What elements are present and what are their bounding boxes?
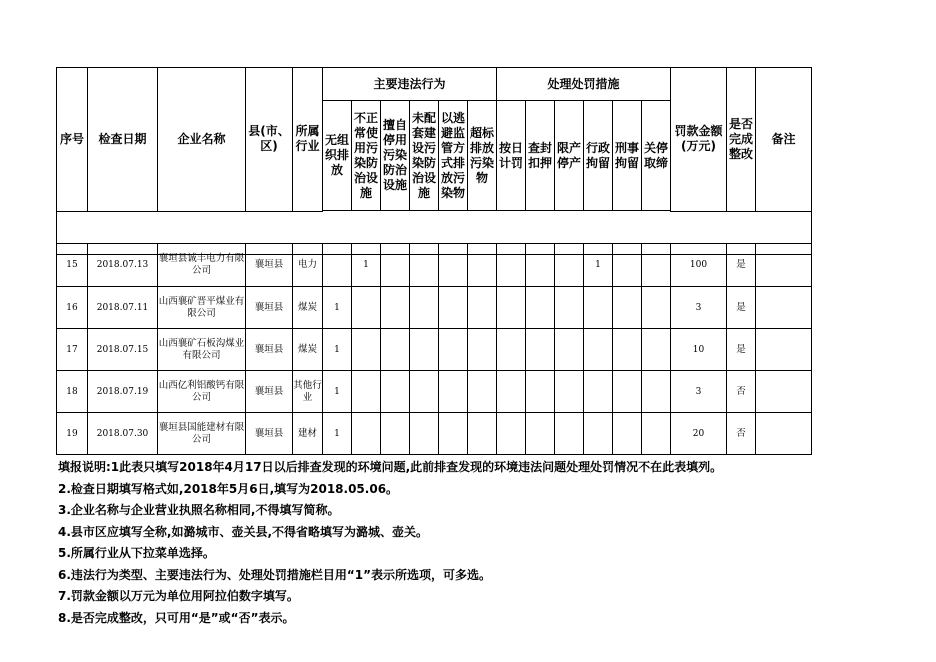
header-company: 企业名称: [158, 68, 246, 212]
seq-cell: 19: [57, 413, 88, 455]
measure-cell: [526, 244, 555, 287]
violation-rows: [56, 243, 812, 455]
remarks-cell: [756, 287, 812, 329]
note-line: 3.企业名称与企业营业执照名称相同,不得填写简称。: [58, 503, 340, 517]
note-line: 7.罚款金额以万元为单位用阿拉伯数字填写。: [58, 589, 299, 603]
violation-cell: [381, 287, 410, 329]
rectified-cell: 是: [727, 329, 756, 371]
violation-cell: [468, 413, 497, 455]
measure-cell: [584, 413, 613, 455]
violation-cell: [410, 371, 439, 413]
header-measure-type: 按日计罚: [497, 101, 526, 211]
note-line: 填报说明:1此表只填写2018年4月17日以后排查发现的环境问题,此前排查发现的环境违法问题处理处罚情况不在此表填列。: [58, 460, 723, 474]
violation-cell: [381, 413, 410, 455]
seq-cell: 16: [57, 287, 88, 329]
industry-cell: 煤炭: [293, 329, 323, 371]
violation-table: [56, 67, 812, 255]
table-row: [57, 244, 812, 287]
measure-cell: [497, 244, 526, 287]
remarks-cell: [756, 413, 812, 455]
violation-cell: [352, 413, 381, 455]
violation-cell: 1: [323, 413, 352, 455]
company-cell: 山西襄矿晋平煤业有限公司: [158, 287, 246, 329]
measure-cell: [555, 413, 584, 455]
header-date: 检查日期: [88, 68, 158, 212]
company-cell: 襄垣县国能建材有限公司: [158, 413, 246, 455]
fine-cell: 20: [671, 413, 727, 455]
header-remarks: 备注: [756, 68, 812, 212]
violation-cell: [352, 287, 381, 329]
measure-cell: [642, 413, 671, 455]
violation-cell: [468, 244, 497, 287]
violation-cell: [468, 287, 497, 329]
date-cell: 2018.07.15: [88, 329, 158, 371]
company-cell: 山西襄矿石板沟煤业有限公司: [158, 329, 246, 371]
rectified-cell: 是: [727, 287, 756, 329]
fine-cell: 3: [671, 371, 727, 413]
violation-cell: [410, 244, 439, 287]
violation-cell: [352, 329, 381, 371]
fine-cell: 100: [671, 244, 727, 287]
measure-cell: [497, 371, 526, 413]
measure-cell: [613, 413, 642, 455]
violation-cell: [381, 244, 410, 287]
violation-cell: [439, 371, 468, 413]
note-line: 5.所属行业从下拉菜单选择。: [58, 546, 215, 560]
measure-cell: [613, 287, 642, 329]
header-measure-type: 查封扣押: [526, 101, 555, 211]
seq-cell: 15: [57, 244, 88, 287]
measure-cell: [584, 287, 613, 329]
measure-cell: [613, 244, 642, 287]
violation-cell: [468, 329, 497, 371]
violation-cell: [439, 244, 468, 287]
fill-instructions: [58, 457, 722, 629]
header-industry: 所属行业: [293, 68, 323, 212]
fine-cell: 10: [671, 329, 727, 371]
measure-cell: [497, 287, 526, 329]
violation-cell: 1: [323, 371, 352, 413]
note-line: 8.是否完成整改，只可用“是”或“否”表示。: [58, 610, 295, 625]
violation-cell: [381, 371, 410, 413]
table-row: [57, 413, 812, 455]
header-measure-type: 关停取缔: [642, 101, 671, 211]
violation-cell: [439, 413, 468, 455]
seq-cell: 17: [57, 329, 88, 371]
date-cell: 2018.07.30: [88, 413, 158, 455]
date-cell: 2018.07.19: [88, 371, 158, 413]
measure-cell: [555, 329, 584, 371]
industry-cell: 煤炭: [293, 287, 323, 329]
measure-cell: [526, 413, 555, 455]
header-violations-group: 主要违法行为: [323, 68, 497, 101]
header-measure-type: 行政拘留: [584, 101, 613, 211]
measure-cell: [555, 371, 584, 413]
seq-cell: 18: [57, 371, 88, 413]
violation-cell: [410, 329, 439, 371]
rectified-cell: 否: [727, 413, 756, 455]
remarks-cell: [756, 371, 812, 413]
violation-cell: [439, 329, 468, 371]
violation-cell: [410, 287, 439, 329]
table-row: [57, 287, 812, 329]
measure-cell: [642, 329, 671, 371]
measure-cell: [526, 371, 555, 413]
measure-cell: 1: [584, 244, 613, 287]
measure-cell: [613, 371, 642, 413]
remarks-cell: [756, 329, 812, 371]
header-seq: 序号: [57, 68, 88, 212]
measure-cell: [642, 371, 671, 413]
note-line: 6.违法行为类型、主要违法行为、处理处罚措施栏目用“1”表示所选项，可多选。: [58, 567, 492, 582]
header-county: 县(市、区): [246, 68, 293, 212]
measure-cell: [613, 329, 642, 371]
header-violation-type: 无组织排放: [323, 101, 352, 211]
header-measures-group: 处理处罚措施: [497, 68, 671, 101]
violation-cell: 1: [323, 329, 352, 371]
measure-cell: [555, 244, 584, 287]
county-cell: 襄垣县: [246, 329, 293, 371]
industry-cell: 其他行业: [293, 371, 323, 413]
violation-cell: [439, 287, 468, 329]
violation-cell: [381, 329, 410, 371]
county-cell: 襄垣县: [246, 371, 293, 413]
header-violation-type: 超标排放污染物: [468, 101, 497, 211]
header-violation-type: 不正常使用污染防治设施: [352, 101, 381, 211]
measure-cell: [526, 287, 555, 329]
table-row: [57, 329, 812, 371]
measure-cell: [497, 329, 526, 371]
measure-cell: [526, 329, 555, 371]
header-violation-type: 以逃避监管方式排放污染物: [439, 101, 468, 211]
violation-cell: [323, 244, 352, 287]
violation-cell: [410, 413, 439, 455]
header-violation-type: 未配套建设污染防治设施: [410, 101, 439, 211]
header-violation-type: 擅自停用污染防治设施: [381, 101, 410, 211]
company-cell: 山西亿利铝酸钙有限公司: [158, 371, 246, 413]
industry-cell: 电力: [293, 244, 323, 287]
note-line: 4.县市区应填写全称,如潞城市、壶关县,不得省略填写为潞城、壶关。: [58, 524, 429, 539]
violation-cell: 1: [352, 244, 381, 287]
violation-cell: [352, 371, 381, 413]
header-fine: 罚款金额(万元): [671, 68, 727, 212]
measure-cell: [497, 413, 526, 455]
note-line: 2.检查日期填写格式如,2018年5月6日,填写为2018.05.06。: [58, 481, 399, 496]
header-measure-type: 刑事拘留: [613, 101, 642, 211]
county-cell: 襄垣县: [246, 287, 293, 329]
table-row: [57, 371, 812, 413]
header-rectified: 是否完成整改: [727, 68, 756, 212]
fine-cell: 3: [671, 287, 727, 329]
date-cell: 2018.07.13: [88, 244, 158, 287]
measure-cell: [584, 329, 613, 371]
county-cell: 襄垣县: [246, 413, 293, 455]
industry-cell: 建材: [293, 413, 323, 455]
company-cell: 襄垣县诚丰电力有限公司: [158, 244, 246, 287]
remarks-cell: [756, 244, 812, 287]
measure-cell: [642, 287, 671, 329]
rectified-cell: 否: [727, 371, 756, 413]
measure-cell: [584, 371, 613, 413]
rectified-cell: 是: [727, 244, 756, 287]
violation-cell: 1: [323, 287, 352, 329]
measure-cell: [555, 287, 584, 329]
date-cell: 2018.07.11: [88, 287, 158, 329]
violation-cell: [468, 371, 497, 413]
measure-cell: [642, 244, 671, 287]
header-measure-type: 限产停产: [555, 101, 584, 211]
county-cell: 襄垣县: [246, 244, 293, 287]
